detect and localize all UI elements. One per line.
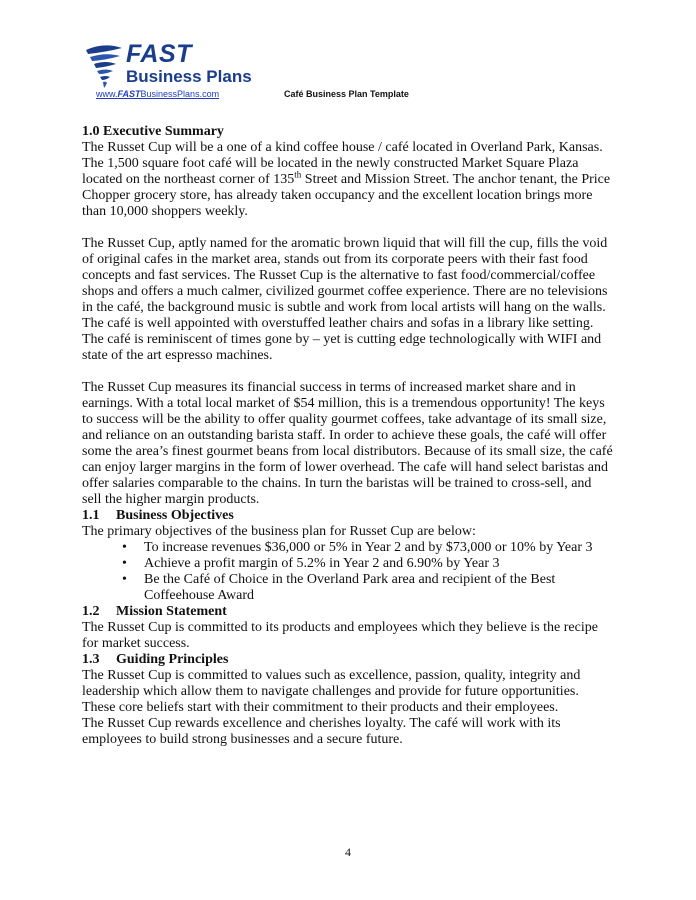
section-title: Business Objectives (116, 508, 234, 523)
list-item: • Be the Café of Choice in the Overland Park area and recipient of the Best Coffeehouse Award (116, 572, 614, 604)
summary-p1-superscript: th (294, 169, 302, 180)
section-heading-objectives (82, 508, 614, 524)
objectives-intro: The primary objectives of the business plan for Russet Cup are below: (82, 524, 476, 539)
list-item: • Achieve a profit margin of 5.2% in Year 2 and 6.90% by Year 3 (116, 556, 614, 572)
summary-paragraph-2: The Russet Cup, aptly named for the aromatic brown liquid that will fill the cup, fills the void of original cafes in the market area, stands out from its corporate peers with their fast food concepts and fast services. The Russet Cup is the alternative to fast food/commercial/coffee shops and offers a much calmer, civilized gourmet coffee experience. There are no televisions in the café, the background music is subtle and work from local artists will hang on the walls. (82, 236, 608, 315)
document-body (82, 124, 614, 748)
brand-name: FAST (126, 40, 192, 68)
section-heading-principles (82, 652, 614, 668)
summary-paragraph-1 (82, 140, 614, 220)
list-item: • To increase revenues $36,000 or 5% in Year 2 and by $73,000 or 10% by Year 3 (116, 540, 614, 556)
link-suffix: BusinessPlans.com (140, 89, 220, 99)
section-heading-mission (82, 604, 614, 620)
summary-paragraph-3: The café is well appointed with overstuffed leather chairs and sofas in a library like setting. The café is reminiscent of times gone by – yet is cutting edge technologically with WIFI and state of the art espresso machines. (82, 316, 602, 363)
section-number: 1.1 (82, 508, 100, 523)
page-number: 4 (345, 845, 351, 859)
brand-subtitle: Business Plans (126, 67, 252, 86)
principles-text-2: The Russet Cup rewards excellence and cherishes loyalty. The café will work with its employees to build strong businesses and a secure future. (82, 716, 561, 747)
section-number: 1.2 (82, 604, 100, 619)
section-number: 1.3 (82, 652, 100, 667)
document-title: Café Business Plan Template (284, 89, 409, 99)
section-heading-executive-summary: 1.0 Executive Summary (82, 124, 224, 139)
summary-p1-text-a: The Russet Cup will be a one of a kind coffee house / café located in Overland Park, Kansas. The 1,500 square foot café will be located in the newly constructed Market Square Plaza located on the northeast corner of 135 (82, 140, 603, 187)
mission-text: The Russet Cup is committed to its products and employees which they believe is the recipe for market success. (82, 620, 598, 651)
objectives-list (116, 540, 614, 604)
section-title: Guiding Principles (116, 652, 229, 667)
section-title: Mission Statement (116, 604, 227, 619)
principles-text-1: The Russet Cup is committed to values such as excellence, passion, quality, integrity and leadership which allow them to navigate challenges and provide for future opportunities. These core beliefs start with their commitment to their products and their employees. (82, 668, 581, 715)
page-header (82, 38, 642, 102)
summary-paragraph-4: The Russet Cup measures its financial success in terms of increased market share and in earnings. With a total local market of $54 million, this is a tremendous opportunity! The keys to success will be the ability to offer quality gourmet coffees, take advantage of its small size, and reliance on an outstanding barista staff. In order to achieve these goals, the café will offer some the area’s finest gourmet beans from local distributors. Because of its small size, the café can enjoy larger margins in the form of lower overhead. The cafe will hand select baristas and offer salaries comparable to the chains. In turn the baristas will be trained to cross-sell, and sell the higher margin products. (82, 380, 613, 507)
link-fast: FAST (117, 89, 141, 99)
link-prefix: www. (96, 89, 118, 99)
website-link[interactable] (96, 89, 219, 99)
tornado-logo-icon (82, 42, 126, 90)
summary-p1-text-b: Street and Mission Street. The anchor tenant, the Price Chopper grocery store, has already taken occupancy and the excellent location brings more than 10,000 shoppers weekly. (82, 172, 611, 219)
